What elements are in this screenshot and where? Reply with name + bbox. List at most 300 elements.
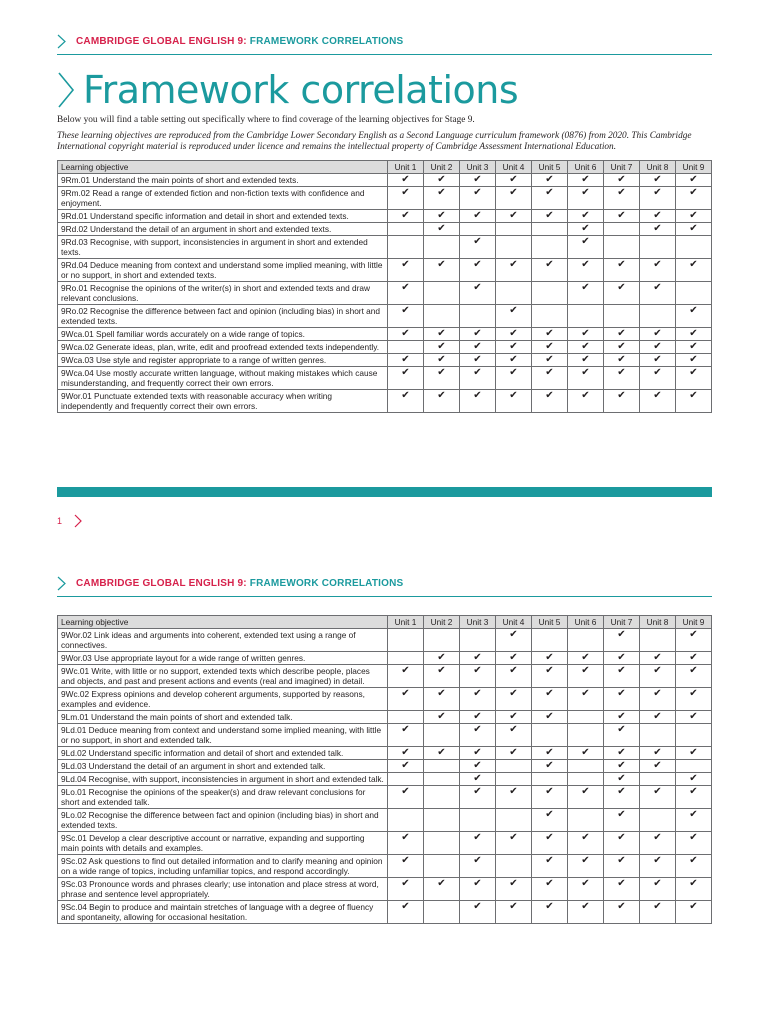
check-icon: ✔: [460, 747, 496, 760]
check-icon: ✔: [460, 760, 496, 773]
table-header-row: [58, 616, 712, 629]
copyright-note: These learning objectives are reproduced from the Cambridge Lower Secondary English as a Second Language curriculum framework (0876) from 2020. This Cambridge International copyright material is reproduced under licence and remains the intellectual property of Cambridge Assessment International Education.: [57, 131, 692, 152]
empty-cell: [388, 652, 424, 665]
check-icon: ✔: [676, 786, 712, 809]
empty-cell: [640, 236, 676, 259]
check-icon: ✔: [460, 688, 496, 711]
check-icon: ✔: [460, 187, 496, 210]
table-row: [58, 354, 712, 367]
check-icon: ✔: [424, 223, 460, 236]
empty-cell: [424, 305, 460, 328]
check-icon: ✔: [676, 665, 712, 688]
objective-cell: 9Sc.02 Ask questions to find out detailed information and to clarify meaning and opinion on a wide range of topics, including unfamiliar topics, and respond accordingly.: [58, 855, 388, 878]
running-head-page-2: [57, 576, 403, 591]
objective-cell: 9Sc.04 Begin to produce and maintain stretches of language with a degree of fluency and spontaneity, allowing for occasional hesitation.: [58, 901, 388, 924]
header-unit-8: Unit 8: [640, 616, 676, 629]
empty-cell: [532, 236, 568, 259]
check-icon: ✔: [460, 711, 496, 724]
check-icon: ✔: [460, 367, 496, 390]
check-icon: ✔: [388, 855, 424, 878]
header-unit-7: Unit 7: [604, 616, 640, 629]
check-icon: ✔: [460, 832, 496, 855]
check-icon: ✔: [532, 747, 568, 760]
objective-cell: 9Wca.04 Use mostly accurate written language, without making mistakes which cause misunderstanding, and frequently correct their own errors.: [58, 367, 388, 390]
table-row: [58, 809, 712, 832]
empty-cell: [532, 305, 568, 328]
objective-cell: 9Rd.02 Understand the detail of an argument in short and extended texts.: [58, 223, 388, 236]
check-icon: ✔: [568, 855, 604, 878]
check-icon: ✔: [496, 187, 532, 210]
check-icon: ✔: [388, 786, 424, 809]
empty-cell: [460, 305, 496, 328]
check-icon: ✔: [532, 855, 568, 878]
check-icon: ✔: [568, 223, 604, 236]
check-icon: ✔: [460, 652, 496, 665]
table-row: [58, 210, 712, 223]
check-icon: ✔: [640, 688, 676, 711]
empty-cell: [388, 341, 424, 354]
table-row: [58, 187, 712, 210]
check-icon: ✔: [640, 901, 676, 924]
intro-paragraph: Below you will find a table setting out specifically where to find coverage of the learning objectives for Stage 9.: [57, 115, 475, 125]
running-head-section: FRAMEWORK CORRELATIONS: [249, 578, 404, 589]
table-row: [58, 341, 712, 354]
check-icon: ✔: [460, 390, 496, 413]
check-icon: ✔: [676, 711, 712, 724]
empty-cell: [568, 711, 604, 724]
check-icon: ✔: [568, 328, 604, 341]
check-icon: ✔: [460, 665, 496, 688]
check-icon: ✔: [496, 688, 532, 711]
objective-cell: 9Wca.03 Use style and register appropriate to a range of written genres.: [58, 354, 388, 367]
check-icon: ✔: [460, 210, 496, 223]
empty-cell: [568, 809, 604, 832]
check-icon: ✔: [424, 878, 460, 901]
check-icon: ✔: [496, 305, 532, 328]
check-icon: ✔: [640, 367, 676, 390]
header-learning-objective: Learning objective: [58, 161, 388, 174]
check-icon: ✔: [604, 390, 640, 413]
check-icon: ✔: [424, 665, 460, 688]
check-icon: ✔: [604, 832, 640, 855]
empty-cell: [424, 724, 460, 747]
check-icon: ✔: [496, 629, 532, 652]
objective-cell: 9Ro.02 Recognise the difference between fact and opinion (including bias) in short and extended texts.: [58, 305, 388, 328]
table-row: [58, 629, 712, 652]
empty-cell: [604, 305, 640, 328]
objective-cell: 9Lo.01 Recognise the opinions of the speaker(s) and draw relevant conclusions for short and extended talk.: [58, 786, 388, 809]
check-icon: ✔: [496, 210, 532, 223]
check-icon: ✔: [388, 328, 424, 341]
empty-cell: [640, 773, 676, 786]
check-icon: ✔: [532, 901, 568, 924]
check-icon: ✔: [676, 259, 712, 282]
table-row: [58, 236, 712, 259]
check-icon: ✔: [676, 901, 712, 924]
table-row: [58, 328, 712, 341]
empty-cell: [532, 773, 568, 786]
check-icon: ✔: [496, 878, 532, 901]
check-icon: ✔: [496, 832, 532, 855]
check-icon: ✔: [388, 665, 424, 688]
empty-cell: [388, 236, 424, 259]
header-unit-2: Unit 2: [424, 616, 460, 629]
check-icon: ✔: [604, 210, 640, 223]
page-title: Framework correlations: [83, 68, 519, 112]
table-row: [58, 773, 712, 786]
check-icon: ✔: [568, 341, 604, 354]
check-icon: ✔: [388, 390, 424, 413]
running-head-series: CAMBRIDGE GLOBAL ENGLISH 9:: [76, 578, 247, 589]
empty-cell: [568, 305, 604, 328]
check-icon: ✔: [460, 724, 496, 747]
empty-cell: [496, 809, 532, 832]
empty-cell: [604, 223, 640, 236]
check-icon: ✔: [604, 354, 640, 367]
table-row: [58, 855, 712, 878]
header-rule: [57, 596, 712, 597]
check-icon: ✔: [388, 724, 424, 747]
check-icon: ✔: [496, 390, 532, 413]
objective-cell: 9Sc.03 Pronounce words and phrases clearly; use intonation and place stress at word, phrase and sentence level appropriately.: [58, 878, 388, 901]
header-learning-objective: Learning objective: [58, 616, 388, 629]
header-rule: [57, 54, 712, 55]
objective-cell: 9Rm.01 Understand the main points of short and extended texts.: [58, 174, 388, 187]
check-icon: ✔: [640, 878, 676, 901]
header-unit-3: Unit 3: [460, 616, 496, 629]
empty-cell: [568, 629, 604, 652]
check-icon: ✔: [604, 328, 640, 341]
table-row: [58, 724, 712, 747]
empty-cell: [424, 760, 460, 773]
empty-cell: [424, 901, 460, 924]
check-icon: ✔: [568, 786, 604, 809]
check-icon: ✔: [604, 259, 640, 282]
check-icon: ✔: [568, 210, 604, 223]
check-icon: ✔: [388, 747, 424, 760]
check-icon: ✔: [460, 236, 496, 259]
check-icon: ✔: [676, 688, 712, 711]
table-row: [58, 832, 712, 855]
empty-cell: [676, 282, 712, 305]
check-icon: ✔: [460, 878, 496, 901]
check-icon: ✔: [388, 210, 424, 223]
check-icon: ✔: [676, 210, 712, 223]
empty-cell: [388, 223, 424, 236]
check-icon: ✔: [640, 390, 676, 413]
check-icon: ✔: [388, 878, 424, 901]
check-icon: ✔: [604, 367, 640, 390]
check-icon: ✔: [676, 878, 712, 901]
objective-cell: 9Ro.01 Recognise the opinions of the writer(s) in short and extended texts and draw relevant conclusions.: [58, 282, 388, 305]
page-number: 1: [57, 516, 63, 526]
check-icon: ✔: [676, 390, 712, 413]
empty-cell: [676, 760, 712, 773]
empty-cell: [424, 282, 460, 305]
check-icon: ✔: [388, 259, 424, 282]
empty-cell: [640, 629, 676, 652]
check-icon: ✔: [424, 354, 460, 367]
check-icon: ✔: [388, 354, 424, 367]
objective-cell: 9Sc.01 Develop a clear descriptive account or narrative, expanding and supporting main points with details and examples.: [58, 832, 388, 855]
check-icon: ✔: [568, 878, 604, 901]
table-row: [58, 282, 712, 305]
check-icon: ✔: [676, 367, 712, 390]
table-row: [58, 305, 712, 328]
objective-cell: 9Wor.03 Use appropriate layout for a wide range of written genres.: [58, 652, 388, 665]
empty-cell: [604, 236, 640, 259]
empty-cell: [496, 282, 532, 305]
check-icon: ✔: [676, 832, 712, 855]
check-icon: ✔: [604, 187, 640, 210]
empty-cell: [568, 760, 604, 773]
check-icon: ✔: [496, 786, 532, 809]
empty-cell: [424, 786, 460, 809]
check-icon: ✔: [496, 259, 532, 282]
check-icon: ✔: [424, 652, 460, 665]
check-icon: ✔: [676, 652, 712, 665]
check-icon: ✔: [460, 855, 496, 878]
objective-cell: 9Rm.02 Read a range of extended fiction and non-fiction texts with confidence and enjoyment.: [58, 187, 388, 210]
running-head-series: CAMBRIDGE GLOBAL ENGLISH 9:: [76, 36, 247, 47]
check-icon: ✔: [460, 174, 496, 187]
check-icon: ✔: [604, 773, 640, 786]
empty-cell: [532, 282, 568, 305]
empty-cell: [532, 629, 568, 652]
footer-band: [57, 487, 712, 497]
check-icon: ✔: [532, 688, 568, 711]
check-icon: ✔: [640, 174, 676, 187]
check-icon: ✔: [640, 259, 676, 282]
check-icon: ✔: [424, 259, 460, 282]
empty-cell: [496, 855, 532, 878]
check-icon: ✔: [640, 855, 676, 878]
check-icon: ✔: [424, 341, 460, 354]
header-unit-6: Unit 6: [568, 161, 604, 174]
check-icon: ✔: [604, 724, 640, 747]
empty-cell: [568, 773, 604, 786]
check-icon: ✔: [424, 187, 460, 210]
chevron-right-icon: [57, 71, 75, 109]
header-unit-3: Unit 3: [460, 161, 496, 174]
check-icon: ✔: [604, 688, 640, 711]
check-icon: ✔: [604, 855, 640, 878]
check-icon: ✔: [676, 174, 712, 187]
check-icon: ✔: [568, 901, 604, 924]
check-icon: ✔: [604, 878, 640, 901]
table-row: [58, 688, 712, 711]
check-icon: ✔: [532, 711, 568, 724]
header-unit-5: Unit 5: [532, 616, 568, 629]
check-icon: ✔: [424, 210, 460, 223]
objective-cell: 9Wca.01 Spell familiar words accurately on a wide range of topics.: [58, 328, 388, 341]
objective-cell: 9Ld.01 Deduce meaning from context and understand some implied meaning, with little or no support, in short and extended talk.: [58, 724, 388, 747]
check-icon: ✔: [460, 901, 496, 924]
check-icon: ✔: [460, 282, 496, 305]
header-unit-9: Unit 9: [676, 161, 712, 174]
check-icon: ✔: [676, 809, 712, 832]
check-icon: ✔: [640, 341, 676, 354]
check-icon: ✔: [460, 773, 496, 786]
check-icon: ✔: [496, 665, 532, 688]
header-unit-4: Unit 4: [496, 616, 532, 629]
empty-cell: [496, 236, 532, 259]
running-head-section: FRAMEWORK CORRELATIONS: [249, 36, 404, 47]
check-icon: ✔: [640, 832, 676, 855]
table-row: [58, 711, 712, 724]
check-icon: ✔: [424, 747, 460, 760]
objective-cell: 9Wor.01 Punctuate extended texts with reasonable accuracy when writing independently and frequently correct their own errors.: [58, 390, 388, 413]
check-icon: ✔: [532, 328, 568, 341]
table-row: [58, 367, 712, 390]
header-unit-9: Unit 9: [676, 616, 712, 629]
empty-cell: [640, 305, 676, 328]
check-icon: ✔: [460, 259, 496, 282]
header-unit-7: Unit 7: [604, 161, 640, 174]
empty-cell: [388, 711, 424, 724]
table-row: [58, 174, 712, 187]
check-icon: ✔: [640, 747, 676, 760]
empty-cell: [424, 629, 460, 652]
check-icon: ✔: [568, 367, 604, 390]
empty-cell: [496, 760, 532, 773]
empty-cell: [424, 809, 460, 832]
check-icon: ✔: [496, 901, 532, 924]
check-icon: ✔: [532, 341, 568, 354]
empty-cell: [460, 629, 496, 652]
check-icon: ✔: [568, 652, 604, 665]
table-row: [58, 786, 712, 809]
check-icon: ✔: [676, 629, 712, 652]
empty-cell: [532, 724, 568, 747]
check-icon: ✔: [676, 855, 712, 878]
table-row: [58, 901, 712, 924]
objective-cell: 9Wor.02 Link ideas and arguments into coherent, extended text using a range of connectives.: [58, 629, 388, 652]
check-icon: ✔: [640, 223, 676, 236]
objective-cell: 9Ld.04 Recognise, with support, inconsistencies in argument in short and extended talk.: [58, 773, 388, 786]
check-icon: ✔: [424, 711, 460, 724]
page-title-block: [57, 68, 518, 112]
empty-cell: [388, 809, 424, 832]
check-icon: ✔: [388, 832, 424, 855]
empty-cell: [424, 236, 460, 259]
objective-cell: 9Rd.01 Understand specific information and detail in short and extended texts.: [58, 210, 388, 223]
correlation-table-1: [57, 160, 712, 413]
check-icon: ✔: [496, 711, 532, 724]
check-icon: ✔: [604, 711, 640, 724]
running-head: [57, 34, 403, 49]
check-icon: ✔: [496, 341, 532, 354]
check-icon: ✔: [640, 210, 676, 223]
check-icon: ✔: [604, 629, 640, 652]
check-icon: ✔: [388, 305, 424, 328]
check-icon: ✔: [676, 354, 712, 367]
check-icon: ✔: [532, 210, 568, 223]
header-unit-1: Unit 1: [388, 616, 424, 629]
check-icon: ✔: [604, 652, 640, 665]
check-icon: ✔: [460, 341, 496, 354]
check-icon: ✔: [568, 832, 604, 855]
check-icon: ✔: [460, 786, 496, 809]
objective-cell: 9Ld.02 Understand specific information and detail of short and extended talk.: [58, 747, 388, 760]
empty-cell: [460, 223, 496, 236]
correlation-table-2: [57, 615, 712, 924]
check-icon: ✔: [604, 282, 640, 305]
check-icon: ✔: [532, 786, 568, 809]
table-row: [58, 390, 712, 413]
check-icon: ✔: [388, 187, 424, 210]
table-row: [58, 259, 712, 282]
table-row: [58, 223, 712, 236]
check-icon: ✔: [676, 305, 712, 328]
empty-cell: [640, 724, 676, 747]
objective-cell: 9Wc.02 Express opinions and develop coherent arguments, supported by reasons, examples and evidence.: [58, 688, 388, 711]
check-icon: ✔: [424, 367, 460, 390]
check-icon: ✔: [424, 174, 460, 187]
check-icon: ✔: [604, 174, 640, 187]
check-icon: ✔: [640, 354, 676, 367]
check-icon: ✔: [640, 711, 676, 724]
check-icon: ✔: [640, 760, 676, 773]
check-icon: ✔: [388, 174, 424, 187]
empty-cell: [388, 773, 424, 786]
check-icon: ✔: [532, 367, 568, 390]
empty-cell: [460, 809, 496, 832]
check-icon: ✔: [388, 282, 424, 305]
check-icon: ✔: [388, 688, 424, 711]
check-icon: ✔: [604, 901, 640, 924]
table-row: [58, 652, 712, 665]
check-icon: ✔: [640, 328, 676, 341]
objective-cell: 9Rd.03 Recognise, with support, inconsistencies in argument in short and extended texts.: [58, 236, 388, 259]
check-icon: ✔: [568, 747, 604, 760]
check-icon: ✔: [532, 878, 568, 901]
check-icon: ✔: [568, 665, 604, 688]
page-number-block: [57, 514, 82, 528]
check-icon: ✔: [676, 328, 712, 341]
header-unit-2: Unit 2: [424, 161, 460, 174]
check-icon: ✔: [496, 724, 532, 747]
check-icon: ✔: [676, 747, 712, 760]
header-unit-1: Unit 1: [388, 161, 424, 174]
check-icon: ✔: [460, 354, 496, 367]
table-row: [58, 665, 712, 688]
check-icon: ✔: [532, 809, 568, 832]
check-icon: ✔: [640, 665, 676, 688]
check-icon: ✔: [460, 328, 496, 341]
objective-cell: 9Lo.02 Recognise the difference between fact and opinion (including bias) in short and extended texts.: [58, 809, 388, 832]
check-icon: ✔: [496, 747, 532, 760]
check-icon: ✔: [604, 747, 640, 760]
header-unit-8: Unit 8: [640, 161, 676, 174]
check-icon: ✔: [676, 223, 712, 236]
chevron-right-icon: [74, 514, 82, 528]
table-header-row: [58, 161, 712, 174]
check-icon: ✔: [532, 259, 568, 282]
check-icon: ✔: [568, 282, 604, 305]
check-icon: ✔: [532, 187, 568, 210]
check-icon: ✔: [532, 174, 568, 187]
check-icon: ✔: [604, 760, 640, 773]
header-unit-4: Unit 4: [496, 161, 532, 174]
empty-cell: [424, 773, 460, 786]
check-icon: ✔: [388, 367, 424, 390]
table-row: [58, 747, 712, 760]
check-icon: ✔: [424, 390, 460, 413]
check-icon: ✔: [640, 282, 676, 305]
check-icon: ✔: [604, 665, 640, 688]
check-icon: ✔: [532, 354, 568, 367]
